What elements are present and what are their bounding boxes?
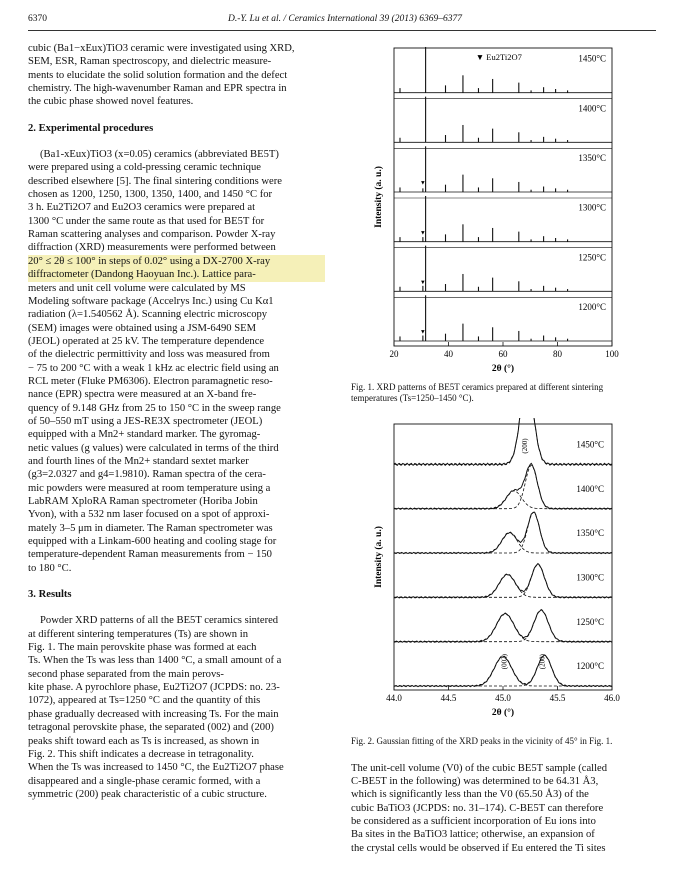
text-line: kite phase. A pyrochlore phase, Eu2Ti2O7 (JCPDS: no. 23- [28,682,280,694]
x-tick-label: 20 [389,349,399,359]
text-line: equipped with a Linkam-600 heating and cooling stage for [28,536,277,548]
text-line: RCL meter (Fluke PM6306). Electron paramagnetic reso- [28,375,273,387]
text-line: Fig. 2. This shift indicates a decrease in tetragonality. [28,748,254,760]
text-line: (SEM) images were obtained using a JSM-6490 SEM [28,322,257,334]
figure-1-caption: Fig. 1. XRD patterns of BE5T ceramics prepared at different sintering temperatures (Ts=1250–1450 °C). [351,382,604,404]
text-line: Ba sites in the BaTiO3 lattice; otherwise, an expansion of [351,829,595,841]
text-line: Modeling software package (Accelrys Inc.) using Cu Kα1 [28,295,274,307]
y-axis-label: Intensity (a. u.) [374,166,384,228]
text-line: nance (EPR) spectra were measured at an X-band fre- [28,389,257,401]
x-axis-label: 2θ (°) [491,708,515,719]
series-label: 1300°C [578,202,606,213]
figure-2-gaussian-chart [351,418,656,728]
series-label: 1450°C [576,439,604,450]
experimental-paragraph [28,148,325,575]
figure-2-caption: Fig. 2. Gaussian fitting of the XRD peaks in the vicinity of 45° in Fig. 1. [351,736,613,747]
text-line: to 180 °C. [28,562,72,574]
x-tick-label: 44.5 [440,693,457,704]
text-line: which is significantly less than the V0 (65.50 Å3) of the [351,789,589,801]
figure-1-xrd-chart [351,42,656,382]
text-line: the crystal cells would be observed if Eu entered the Ti sites [351,842,606,854]
x-tick-label: 80 [553,349,562,359]
section-heading: 3. Results [28,589,72,601]
text-line: netic values (g values) were calculated in terms of the third [28,442,279,454]
series-label: 1300°C [576,572,604,583]
x-tick-label: 60 [498,349,508,359]
series-label: 1250°C [578,252,606,263]
text-line: Ts. When the Ts was less than 1400 °C, a small amount of a [28,655,282,667]
text-line: at different sintering temperatures (Ts) are shown in [28,628,248,640]
text-line: cubic (Ba1−xEux)TiO3 ceramic were investigated using XRD, [28,43,295,54]
text-line: chosen as 1200, 1250, 1300, 1350, 1400, and 1450 °C for [28,189,273,201]
text-line: 3 h. Eu2Ti2O7 and Eu2O3 ceramics were prepared at [28,202,256,214]
text-line: tetragonal perovskite phase, the separated (002) and (200) [28,722,274,734]
text-line: SEM, ESR, Raman spectroscopy, and dielectric measure- [28,56,272,68]
text-line: phase gradually decreased with increasing Ts. For the main [28,708,279,720]
series-label: 1450°C [578,53,606,64]
text-line: (g3=2.0327 and g4=1.9810). Raman spectra of the cera- [28,469,266,481]
x-tick-label: 45.5 [549,693,566,704]
text-line: be considered as a sufficient incorporation of Eu ions into [351,815,596,827]
text-line: Raman scattering analyses and comparison. Powder X-ray [28,229,276,241]
peak-label: (002) [500,654,509,670]
text-line-highlighted: diffractometer (Dandong Haoyuan Inc.). Lattice para- [28,268,325,281]
text-line: were prepared using a cold-pressing ceramic technique [28,162,261,174]
text-line: disappeared and a single-phase ceramic formed, with a [28,775,261,787]
series-label: 1200°C [578,301,606,312]
text-line: meters and unit cell volume were calculated by MS [28,282,246,294]
text-line: (JEOL) operated at 25 kV. The temperature dependence [28,335,265,347]
series-label: 1400°C [576,484,604,495]
peak-label: (200) [538,654,547,670]
pyrochlore-marker: ▼ [419,329,426,336]
text-line: 1300 °C under the same route as that used for BE5T for [28,215,265,227]
intro-paragraph [28,42,325,109]
results-paragraph [28,614,325,801]
series-label: 1350°C [578,152,606,163]
journal-citation: D.-Y. Lu et al. / Ceramics International 39 (2013) 6369–6377 [228,14,462,24]
peak-label: (200) [520,438,529,454]
text-line: Powder XRD patterns of all the BE5T ceramics sintered [40,615,279,627]
left-column [28,42,325,801]
series-label: 1200°C [576,661,604,672]
text-line: radiation (λ=1.540562 Å). Scanning electric microscopy [28,309,268,321]
text-line: chemistry. The high-wavenumber Raman and EPR spectra in [28,83,287,95]
text-line: − 75 to 200 °C with a weak 1 kHz ac electric field using an [28,362,279,374]
text-line: temperature-dependent Raman measurements from − 150 [28,549,272,561]
x-tick-label: 45.0 [495,693,511,704]
right-column [351,42,656,855]
pyrochlore-marker: ▼ [419,180,426,187]
text-line: second phase separated from the main perovs- [28,668,224,680]
text-line: (Ba1-xEux)TiO3 (x=0.05) ceramics (abbreviated BE5T) [40,149,279,161]
y-axis-label: Intensity (a. u.) [374,526,384,589]
text-line: 1072), appeared at Ts=1250 °C and the quantity of this [28,695,261,707]
right-paragraph [351,762,656,855]
text-line: and fourth lines of the Mn2+ standard sextet marker [28,455,249,467]
text-line: C-BE5T in the following) was determined to be 64.31 Å3, [351,775,599,787]
x-tick-label: 100 [605,349,619,359]
pyrochlore-marker: ▼ [419,280,426,287]
text-line: described elsewhere [5]. The final sintering conditions were [28,175,282,187]
text-line: Fig. 1. The main perovskite phase was formed at each [28,642,257,654]
header-rule [28,30,656,31]
text-line: of the dielectric permittivity and loss was measured from [28,349,270,361]
series-label: 1350°C [576,528,604,539]
x-tick-label: 40 [444,349,453,359]
legend-label: ▼ Eu2Ti2O7 [475,52,522,62]
series-label: 1250°C [576,617,604,628]
text-line: diffraction (XRD) measurements were performed between [28,242,276,254]
text-line: Yvon), with a 532 nm laser focused on a spot of approxi- [28,509,270,521]
x-tick-label: 44.0 [386,693,402,704]
section-heading: 2. Experimental procedures [28,122,154,134]
text-line: The unit-cell volume (V0) of the cubic BE5T sample (called [351,762,608,774]
text-line: ments to elucidate the solid solution formation and the defect [28,69,288,81]
text-line: peaks shift toward each as Ts is increased, as shown in [28,735,260,747]
text-line: mic powders were measured at room temperature using a [28,482,271,494]
pyrochlore-marker: ▼ [419,230,426,237]
text-line: cubic BaTiO3 (JCPDS: no. 31–174). C-BE5T can therefore [351,802,604,814]
series-label: 1400°C [578,103,606,114]
text-line: mately 3–5 μm in diameter. The Raman spectrometer was [28,522,273,534]
text-line: LabRAM XploRA Raman spectrometer (Horiba Jobin [28,496,258,507]
text-line: equipped with a Mn2+ standard marker. The gyromag- [28,429,261,441]
x-tick-label: 46.0 [604,693,620,704]
page-number: 6370 [28,14,47,24]
text-line-highlighted: 20° ≤ 2θ ≤ 100° in steps of 0.02° using a DX-2700 X-ray [28,255,325,268]
x-axis-label: 2θ (°) [491,364,515,374]
page-header [28,14,656,28]
text-line: When the Ts was increased to 1450 °C, the Eu2Ti2O7 phase [28,762,284,774]
text-line: quency of 9.148 GHz from 25 to 150 °C in the sweep range [28,402,281,414]
text-line: symmetric (200) peak characteristic of a cubic structure. [28,788,267,800]
text-line: the cubic phase showed novel features. [28,96,194,108]
text-line: of 50–550 mT using a JES-RE3X spectrometer (JEOL) [28,415,263,427]
